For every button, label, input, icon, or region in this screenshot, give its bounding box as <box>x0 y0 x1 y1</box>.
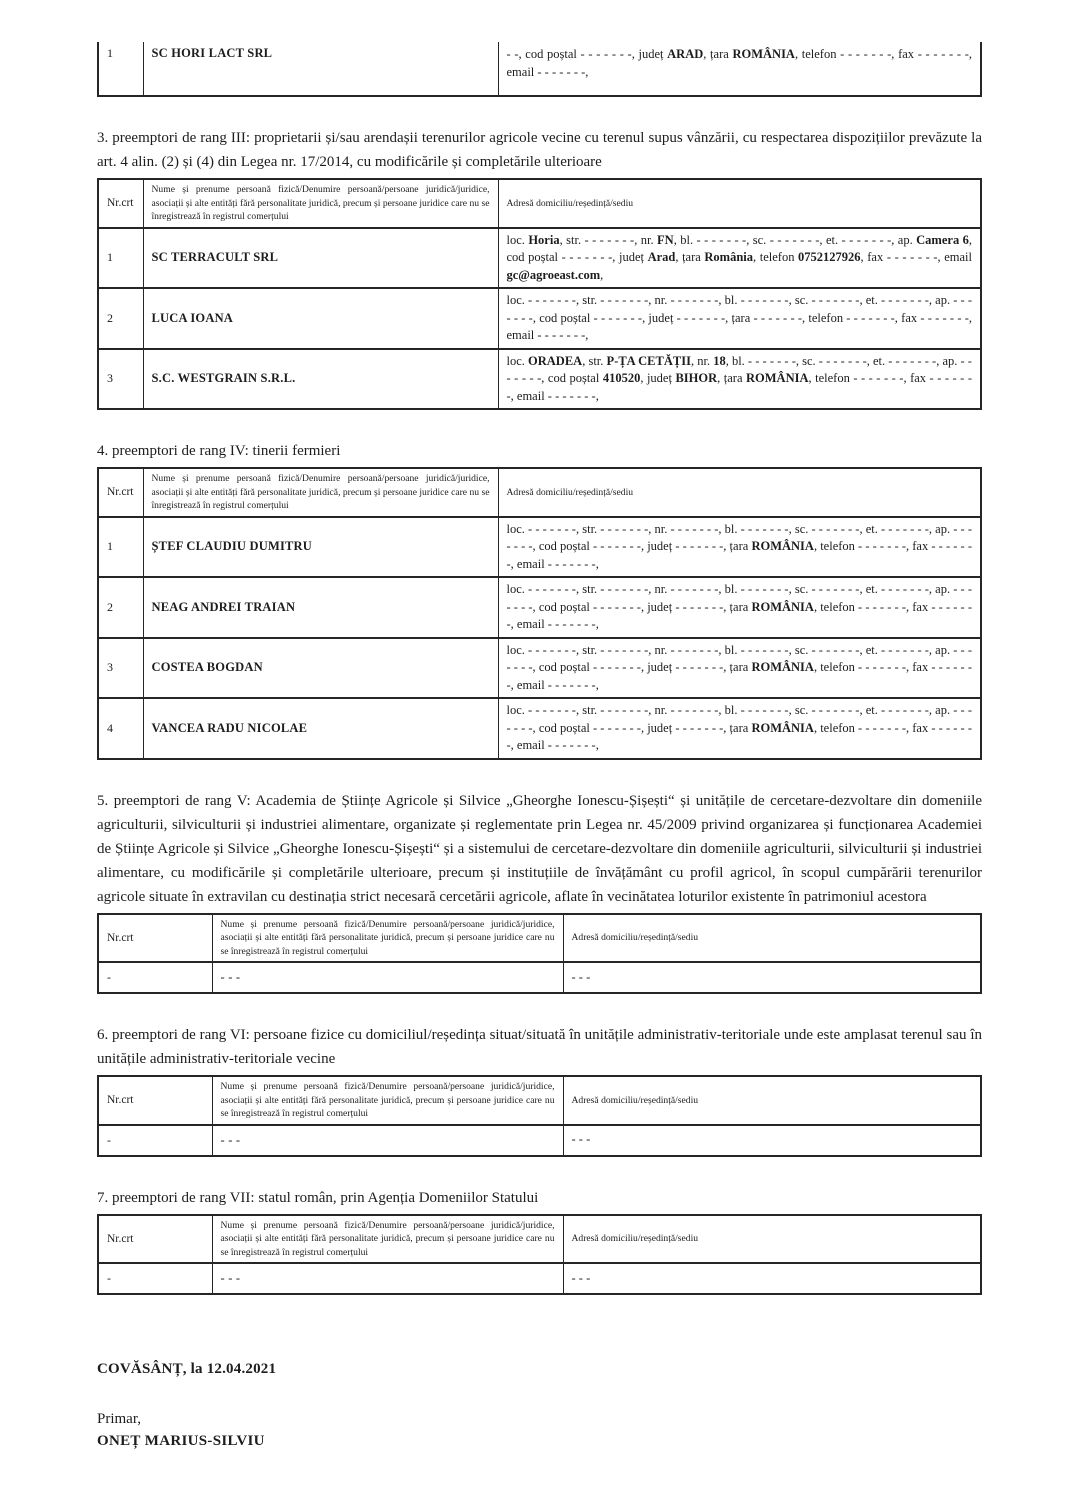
address-template-text: , țara <box>703 47 733 61</box>
address-template-text: , țara <box>675 250 705 264</box>
cell-name: SC HORI LACT SRL <box>143 42 498 96</box>
cell-name: - - - <box>212 962 563 993</box>
section-heading: 6. preemptori de rang VI: persoane fizice cu domiciliul/reședința situat/situată în unitățile administrativ-teritoriale unde este amplasat terenul sau în unitățile administrativ-teritoriale vecine <box>97 1027 982 1067</box>
cell-name: S.C. WESTGRAIN S.R.L. <box>143 349 498 410</box>
address-template-text: - - - <box>571 969 591 984</box>
header-name-column: Nume și prenume persoană fizică/Denumire persoană/persoane juridică/juridice, asociații și alte entități fără personalitate juridică, precum și persoane juridice care nu se înregistrează în registrul comerțului <box>143 468 498 517</box>
address-template-text: , țara <box>717 371 746 385</box>
header-name-column: Nume și prenume persoană fizică/Denumire persoană/persoane juridică/juridice, asociații și alte entități fără personalitate juridică, precum și persoane juridice care nu se înregistrează în registrul comerțului <box>212 914 563 963</box>
cell-number: 2 <box>98 288 143 349</box>
header-address-column: Adresă domiciliu/reședință/sediu <box>498 179 981 228</box>
header-name-column: Nume și prenume persoană fizică/Denumire persoană/persoane juridică/juridice, asociații și alte entități fără personalitate juridică, precum și persoane juridice care nu se înregistrează în registrul comerțului <box>143 179 498 228</box>
address-template-text: loc. <box>506 353 529 368</box>
address-value: ROMÂNIA <box>746 371 809 385</box>
header-nrcrt: Nr.crt <box>98 1215 212 1264</box>
preemptors-table <box>97 42 982 97</box>
cell-name: - - - <box>212 1263 563 1294</box>
table-row <box>98 1125 981 1156</box>
cell-address <box>498 638 981 699</box>
preemptors-table <box>97 178 982 410</box>
table-row <box>98 577 981 638</box>
cell-address <box>498 228 981 289</box>
section-table-slot <box>97 1214 982 1296</box>
address-template-text: , telefon - - - - - - -, fax - - - - - - -, email - - - - - - -, <box>506 539 973 571</box>
table-row <box>98 349 981 410</box>
cell-number: 3 <box>98 349 143 410</box>
cell-address <box>563 1263 981 1294</box>
address-value: 0752127926 <box>798 250 861 264</box>
address-template-text: loc. - - - - - - -, str. - - - - - - -, nr. - - - - - - -, bl. - - - - - - -, sc. - - - - - - -, et. - - - - - - -, ap. - - - - - - -, cod poștal - - - - - - -, județ - - - - - - -, țara <box>506 582 972 614</box>
address-template-text: loc. <box>506 232 529 247</box>
cell-number: 1 <box>98 42 143 96</box>
table-row <box>98 638 981 699</box>
header-nrcrt: Nr.crt <box>98 1076 212 1125</box>
address-template-text: loc. - - - - - - -, str. - - - - - - -, nr. - - - - - - -, bl. - - - - - - -, sc. - - - - - - -, et. - - - - - - -, ap. - - - - - - -, cod poștal - - - - - - -, județ - - - - - - -, țara <box>506 703 972 735</box>
sections-container <box>97 126 982 1295</box>
cell-address <box>498 288 981 349</box>
header-address-column: Adresă domiciliu/reședință/sediu <box>563 914 981 963</box>
section-table-slot <box>97 913 982 995</box>
address-template-text: , nr. <box>690 353 714 368</box>
cell-number: 1 <box>98 517 143 578</box>
section-heading: 7. preemptori de rang VII: statul român, prin Agenția Domeniilor Statului <box>97 1189 539 1206</box>
address-template-text: , bl. - - - - - - -, sc. - - - - - - -, et. - - - - - - -, ap. - - - - - - -, cod poștal <box>506 353 972 385</box>
signer-role: Primar, <box>97 1411 141 1427</box>
address-template-text: , bl. - - - - - - -, sc. - - - - - - -, et. - - - - - - -, ap. <box>673 232 917 247</box>
section-rank-5 <box>97 789 982 995</box>
cell-number: 3 <box>98 638 143 699</box>
table-header-row <box>98 468 981 517</box>
header-nrcrt: Nr.crt <box>98 468 143 517</box>
table-header-row <box>98 1215 981 1264</box>
header-name-column: Nume și prenume persoană fizică/Denumire persoană/persoane juridică/juridice, asociații și alte entități fără personalitate juridică, precum și persoane juridice care nu se înregistrează în registrul comerțului <box>212 1076 563 1125</box>
cell-name: ȘTEF CLAUDIU DUMITRU <box>143 517 498 578</box>
address-template-text: , fax - - - - - - -, email <box>860 250 972 264</box>
header-name-column: Nume și prenume persoană fizică/Denumire persoană/persoane juridică/juridice, asociații și alte entități fără personalitate juridică, precum și persoane juridice care nu se înregistrează în registrul comerțului <box>212 1215 563 1264</box>
section-rank-7 <box>97 1186 982 1296</box>
cell-number: 1 <box>98 228 143 289</box>
cell-name: SC TERRACULT SRL <box>143 228 498 289</box>
address-value: FN <box>657 232 674 247</box>
table-row <box>98 288 981 349</box>
table-row <box>98 1263 981 1294</box>
address-template-text: , telefon - - - - - - -, fax - - - - - - -, email - - - - - - -, <box>506 371 972 403</box>
address-value: Arad <box>647 250 676 264</box>
header-nrcrt: Nr.crt <box>98 914 212 963</box>
address-template-text: - - - <box>571 1270 591 1285</box>
section-table-slot <box>97 467 982 760</box>
section-rank-6 <box>97 1023 982 1157</box>
section-heading: 3. preemptori de rang III: proprietarii și/sau arendașii terenurilor agricole vecine cu terenul supus vânzării, cu respectarea dispozițiilor prevăzute la art. 4 alin. (2) și (4) din Legea nr. 17/2014, cu modificările și completările ulterioare <box>97 130 982 170</box>
section-rank-3 <box>97 126 982 410</box>
place-and-date: COVĂSÂNȚ, la 12.04.2021 <box>97 1361 277 1377</box>
header-nrcrt: Nr.crt <box>98 179 143 228</box>
address-value: ORADEA <box>528 353 583 368</box>
section-heading: 4. preemptori de rang IV: tinerii fermieri <box>97 443 341 459</box>
address-value: România <box>704 250 754 264</box>
address-value: Horia <box>528 232 560 247</box>
preemptors-table <box>97 913 982 995</box>
table-row <box>98 517 981 578</box>
address-value: ROMÂNIA <box>751 660 814 674</box>
cell-number: - <box>98 1263 212 1294</box>
address-template-text: , str. - - - - - - -, nr. <box>559 232 658 247</box>
address-value: 410520 <box>602 371 641 385</box>
preemptors-table <box>97 1075 982 1157</box>
table-row <box>98 962 981 993</box>
address-template-text: , <box>600 267 604 282</box>
cell-address <box>498 577 981 638</box>
address-value: ROMÂNIA <box>751 599 814 614</box>
address-value: 18 <box>713 353 726 368</box>
address-template-text: , telefon - - - - - - -, fax - - - - - - -, email - - - - - - -, <box>506 720 973 752</box>
header-address-column: Adresă domiciliu/reședință/sediu <box>563 1076 981 1125</box>
cell-number: - <box>98 962 212 993</box>
address-value: ROMÂNIA <box>751 720 814 735</box>
cell-name: COSTEA BOGDAN <box>143 638 498 699</box>
address-template-text: , telefon - - - - - - -, fax - - - - - - -, email - - - - - - -, <box>506 47 972 79</box>
address-value: ARAD <box>667 47 704 61</box>
table-row <box>98 42 981 96</box>
section-table-slot <box>97 178 982 410</box>
cell-name: NEAG ANDREI TRAIAN <box>143 577 498 638</box>
address-value: BIHOR <box>675 371 718 385</box>
cell-name: VANCEA RADU NICOLAE <box>143 698 498 759</box>
document-footer <box>97 1361 982 1450</box>
section-rank-4 <box>97 439 982 760</box>
header-address-column: Adresă domiciliu/reședință/sediu <box>498 468 981 517</box>
address-template-text: , cod poștal - - - - - - -, județ <box>506 232 972 264</box>
cell-address <box>498 42 981 96</box>
address-value: Camera 6 <box>916 232 969 247</box>
address-template-text: , str. <box>582 353 607 368</box>
table-header-row <box>98 914 981 963</box>
address-template-text: - - - <box>571 1132 591 1147</box>
header-address-column: Adresă domiciliu/reședință/sediu <box>563 1215 981 1264</box>
signer-name: ONEȚ MARIUS-SILVIU <box>97 1433 265 1449</box>
cell-address <box>498 517 981 578</box>
cell-address <box>498 698 981 759</box>
cell-name: LUCA IOANA <box>143 288 498 349</box>
preemptors-table <box>97 467 982 760</box>
address-value: P-ȚA CETĂȚII <box>606 353 691 368</box>
table-header-row <box>98 179 981 228</box>
address-template-text: , județ <box>640 371 676 385</box>
address-template-text: loc. - - - - - - -, str. - - - - - - -, nr. - - - - - - -, bl. - - - - - - -, sc. - - - - - - -, et. - - - - - - -, ap. - - - - - - -, cod poștal - - - - - - -, județ - - - - - - -, țara - - - - - - -, telefon - - - - - - -, fax - - - - - - -, email - - - - - - -, <box>506 293 972 342</box>
section-table-slot <box>97 1075 982 1157</box>
cell-address <box>563 962 981 993</box>
cell-name: - - - <box>212 1125 563 1156</box>
table-row <box>98 228 981 289</box>
table-row <box>98 698 981 759</box>
address-template-text: , telefon - - - - - - -, fax - - - - - - -, email - - - - - - -, <box>506 599 973 631</box>
address-value: ROMÂNIA <box>751 539 814 553</box>
address-template-text: , telefon - - - - - - -, fax - - - - - - -, email - - - - - - -, <box>506 660 973 692</box>
section-heading: 5. preemptori de rang V: Academia de Științe Agricole și Silvice „Gheorghe Ionescu-Șișești“ și unitățile de cercetare-dezvoltare din domeniile agriculturii, silviculturii și industriei alimentare, organizate și reglementate prin Legea nr. 45/2009 privind organizarea și funcționarea Academiei de Științe Agricole și Silvice „Gheorghe Ionescu-Șișești“ și a sistemului de cercetare-dezvoltare din domeniile agriculturii, silviculturii și industriei alimentare, cu modificările și completările ulterioare, precum și instituțiile de învățământ cu profil agricol, în scopul cumpărării terenurilor agricole situate în extravilan cu destinația strict necesară cercetării agricole, aflate în vecinătatea loturilor existente în patrimoniul acestora <box>97 792 982 905</box>
address-value: gc@agroeast.com <box>506 267 601 282</box>
cell-number: - <box>98 1125 212 1156</box>
address-template-text: - -, cod poștal - - - - - - -, județ <box>506 47 668 61</box>
cell-address <box>498 349 981 410</box>
continuation-table-slot <box>97 42 982 97</box>
cell-address <box>563 1125 981 1156</box>
address-template-text: loc. - - - - - - -, str. - - - - - - -, nr. - - - - - - -, bl. - - - - - - -, sc. - - - - - - -, et. - - - - - - -, ap. - - - - - - -, cod poștal - - - - - - -, județ - - - - - - -, țara <box>506 642 972 674</box>
address-template-text: , telefon <box>753 250 799 264</box>
table-header-row <box>98 1076 981 1125</box>
address-template-text: loc. - - - - - - -, str. - - - - - - -, nr. - - - - - - -, bl. - - - - - - -, sc. - - - - - - -, et. - - - - - - -, ap. - - - - - - -, cod poștal - - - - - - -, județ - - - - - - -, țara <box>506 521 972 553</box>
preemptors-table <box>97 1214 982 1296</box>
cell-number: 4 <box>98 698 143 759</box>
cell-number: 2 <box>98 577 143 638</box>
address-value: ROMÂNIA <box>732 47 795 61</box>
